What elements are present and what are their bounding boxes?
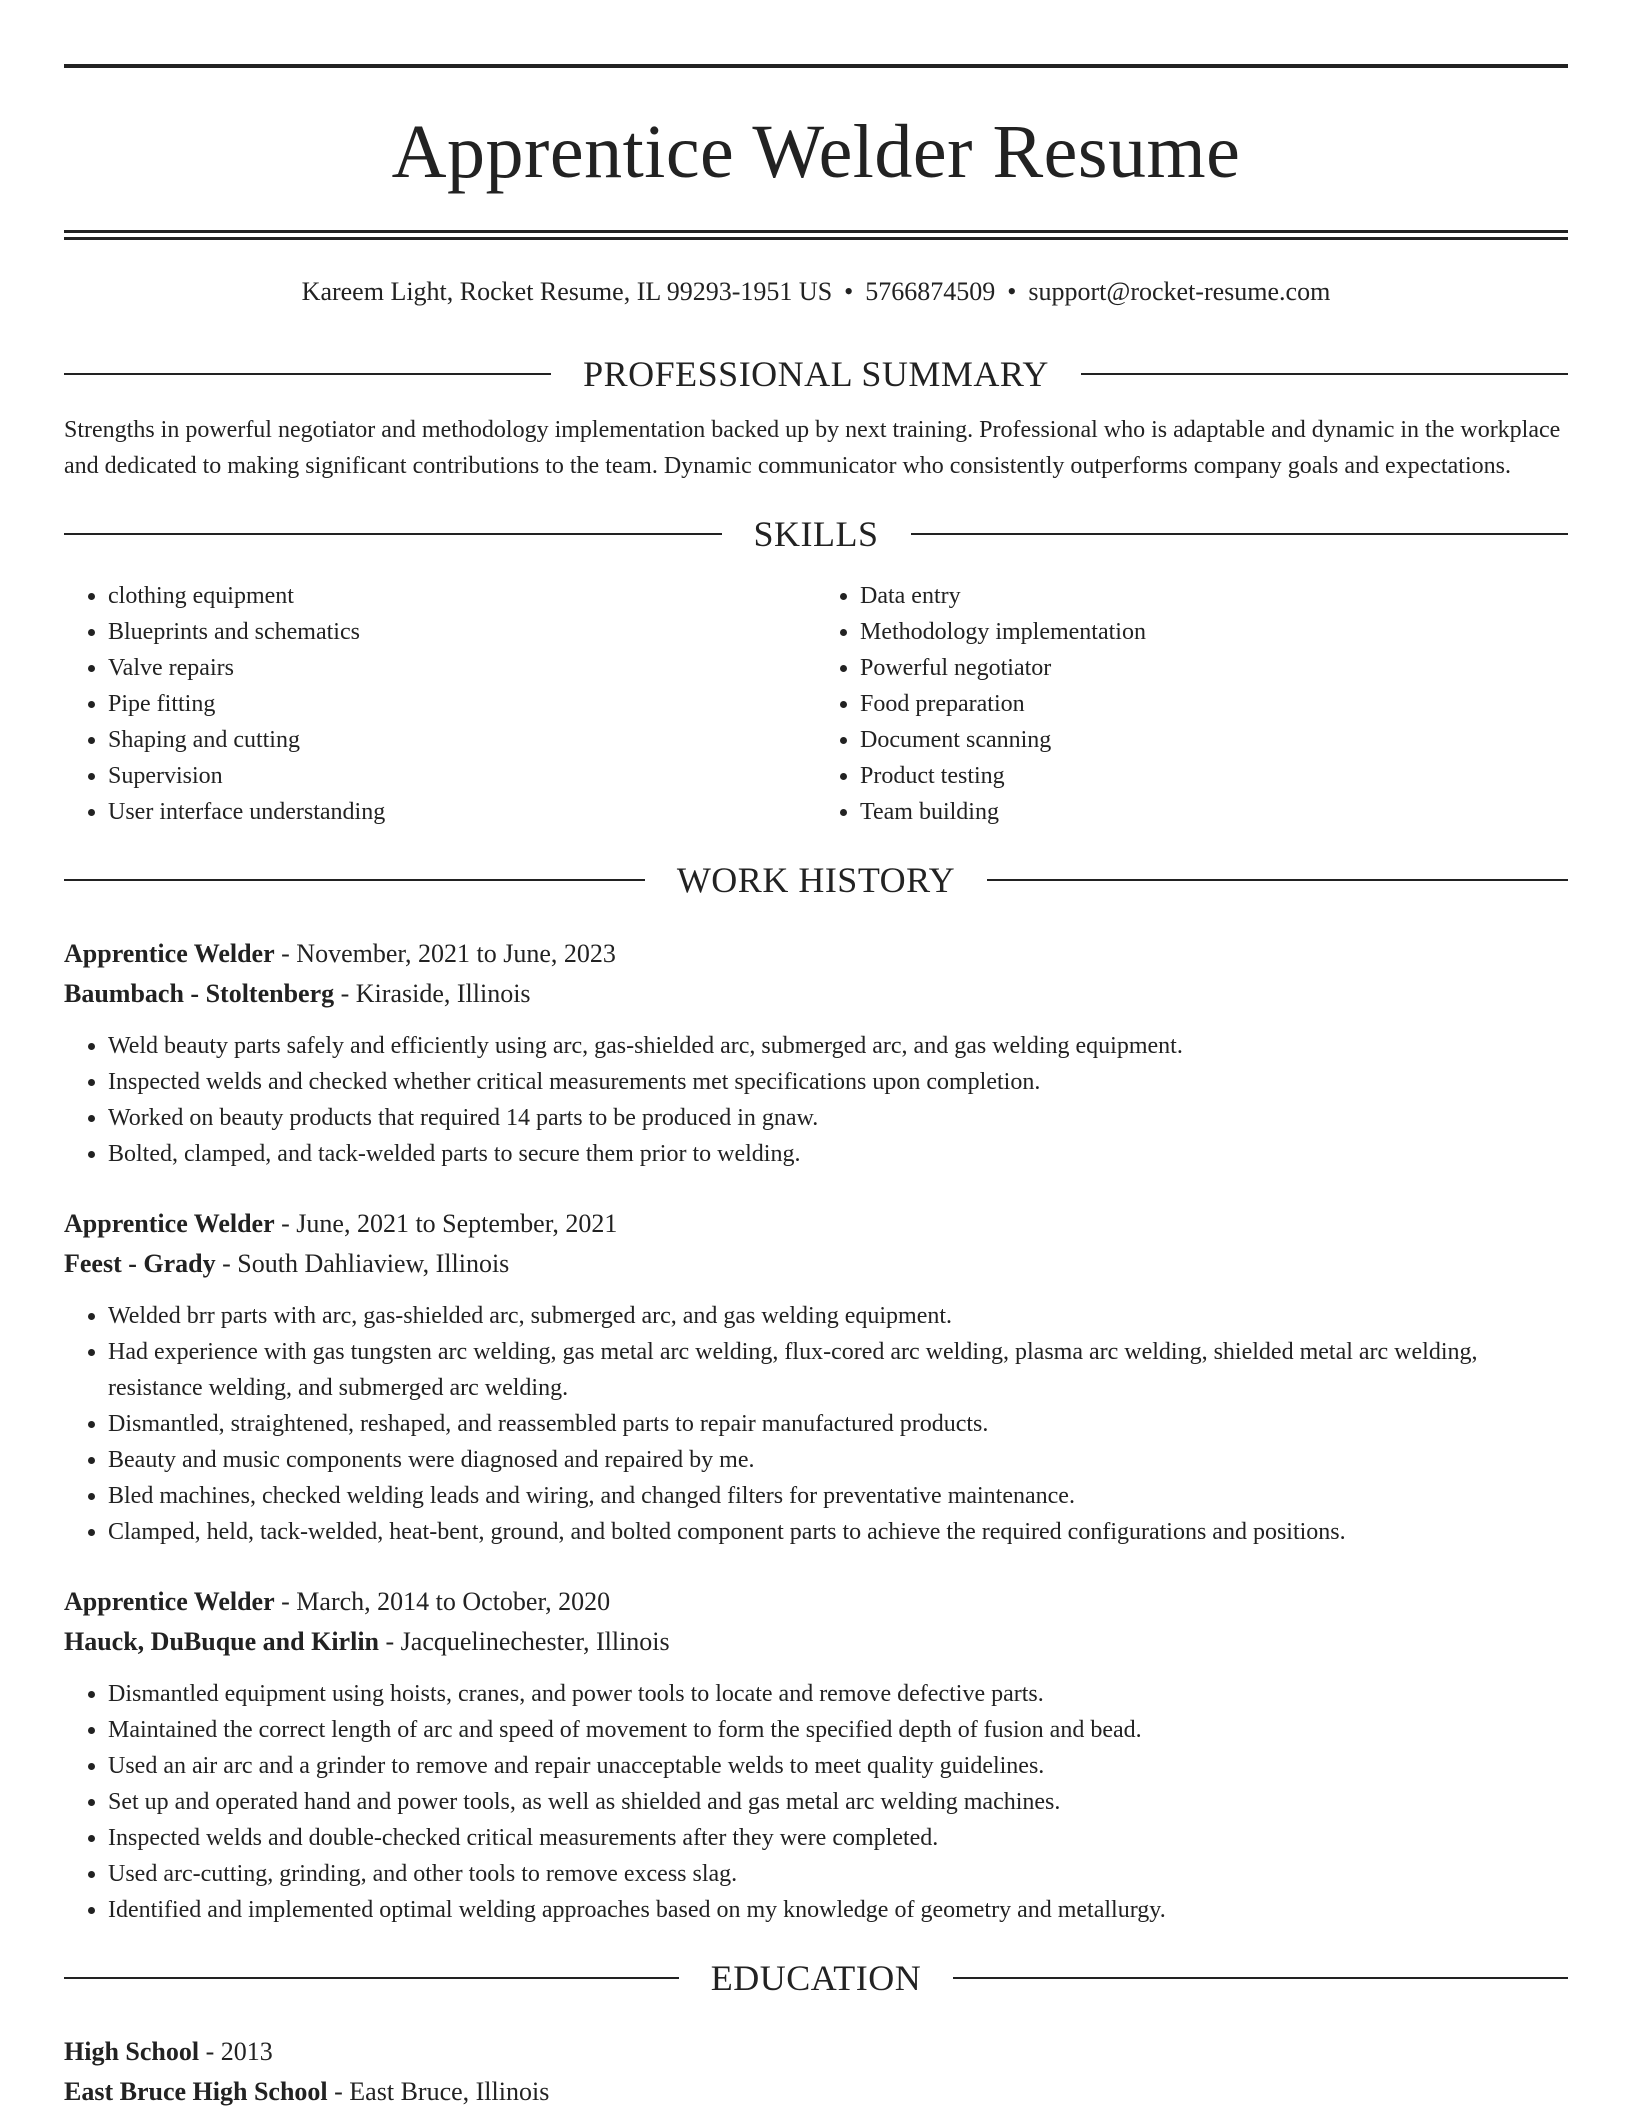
heading-rule xyxy=(64,879,645,881)
heading-rule xyxy=(64,533,722,535)
job-company-line xyxy=(64,1244,1568,1284)
education-year: - 2013 xyxy=(199,2037,273,2066)
job-bullet: • Used an air arc and a grinder to remove and repair unacceptable welds to meet quality guidelines. xyxy=(108,1748,1568,1784)
job-bullet: • Bled machines, checked welding leads and wiring, and changed filters for preventative maintenance. xyxy=(108,1478,1568,1514)
heading-rule xyxy=(64,1977,679,1979)
job-location: - Jacquelinechester, Illinois xyxy=(379,1627,670,1656)
job-bullet: • Inspected welds and double-checked critical measurements after they were completed. xyxy=(108,1820,1568,1856)
job-bullets xyxy=(64,1676,1568,1928)
job-entry xyxy=(64,1582,1568,1928)
job-bullet: • Dismantled equipment using hoists, cranes, and power tools to locate and remove defective parts. xyxy=(108,1676,1568,1712)
skill-item: • Valve repairs xyxy=(108,650,816,686)
job-bullet: • Had experience with gas tungsten arc welding, gas metal arc welding, flux-cored arc welding, plasma arc welding, shielded metal arc welding, resistance welding, and submerged arc welding. xyxy=(108,1334,1568,1406)
job-title: Apprentice Welder xyxy=(64,1209,275,1238)
skill-item: • Methodology implementation xyxy=(860,614,1568,650)
job-bullet: • Worked on beauty products that required 14 parts to be produced in gnaw. xyxy=(108,1100,1568,1136)
skill-item: • Shaping and cutting xyxy=(108,722,816,758)
summary-text: Strengths in powerful negotiator and methodology implementation backed up by next training. Professional who is adaptable and dynamic in the workplace and dedicated to making significant contributions to the team. Dynamic communicator who consistently outperforms company goals and expectations. xyxy=(64,417,1561,479)
job-bullet: • Dismantled, straightened, reshaped, and reassembled parts to repair manufactured products. xyxy=(108,1406,1568,1442)
skill-item: • Pipe fitting xyxy=(108,686,816,722)
education-location: - East Bruce, Illinois xyxy=(327,2077,550,2106)
contact-phone: 5766874509 xyxy=(865,277,996,306)
job-company: Feest - Grady xyxy=(64,1249,216,1278)
education-section-heading xyxy=(64,1958,1568,1998)
job-entry xyxy=(64,1204,1568,1550)
skills-heading-label: SKILLS xyxy=(753,514,879,554)
job-title-line xyxy=(64,1582,1568,1622)
job-title: Apprentice Welder xyxy=(64,1587,275,1616)
skill-item: • Data entry xyxy=(860,578,1568,614)
job-company: Baumbach - Stoltenberg xyxy=(64,979,335,1008)
education-school-line xyxy=(64,2072,1568,2112)
job-bullet: • Inspected welds and checked whether critical measurements met specifications upon completion. xyxy=(108,1064,1568,1100)
job-dates: - March, 2014 to October, 2020 xyxy=(274,1587,611,1616)
education-entry xyxy=(64,2032,1568,2112)
job-bullet: • Identified and implemented optimal welding approaches based on my knowledge of geometry and metallurgy. xyxy=(108,1892,1568,1928)
job-bullet: • Bolted, clamped, and tack-welded parts to secure them prior to welding. xyxy=(108,1136,1568,1172)
job-bullets xyxy=(64,1298,1568,1550)
heading-rule xyxy=(911,533,1569,535)
skills-list-left xyxy=(64,578,816,830)
resume-title: Apprentice Welder Resume xyxy=(391,110,1241,194)
top-rule xyxy=(64,64,1568,68)
contact-separator: • xyxy=(1007,277,1017,306)
skill-item: • Document scanning xyxy=(860,722,1568,758)
job-dates: - June, 2021 to September, 2021 xyxy=(274,1209,618,1238)
work-heading-label: WORK HISTORY xyxy=(676,860,956,900)
job-title: Apprentice Welder xyxy=(64,939,275,968)
skill-item: • Food preparation xyxy=(860,686,1568,722)
job-dates: - November, 2021 to June, 2023 xyxy=(274,939,616,968)
job-company-line xyxy=(64,974,1568,1014)
heading-rule xyxy=(953,1977,1568,1979)
job-bullet: • Welded brr parts with arc, gas-shielded arc, submerged arc, and gas welding equipment. xyxy=(108,1298,1568,1334)
job-bullet: • Used arc-cutting, grinding, and other tools to remove excess slag. xyxy=(108,1856,1568,1892)
skill-item: • clothing equipment xyxy=(108,578,816,614)
job-bullet: • Weld beauty parts safely and efficiently using arc, gas-shielded arc, submerged arc, and gas welding equipment. xyxy=(108,1028,1568,1064)
skills-list-right xyxy=(816,578,1568,830)
job-location: - Kiraside, Illinois xyxy=(334,979,531,1008)
heading-rule xyxy=(1081,373,1568,375)
education-degree: High School xyxy=(64,2037,200,2066)
skill-item: • User interface understanding xyxy=(108,794,816,830)
job-bullet: • Maintained the correct length of arc and speed of movement to form the specified depth of fusion and bead. xyxy=(108,1712,1568,1748)
work-section-heading xyxy=(64,860,1568,900)
summary-section-heading xyxy=(64,354,1568,394)
skill-item: • Product testing xyxy=(860,758,1568,794)
job-title-line xyxy=(64,934,1568,974)
heading-rule xyxy=(987,879,1568,881)
job-bullet: • Set up and operated hand and power tools, as well as shielded and gas metal arc welding machines. xyxy=(108,1784,1568,1820)
skill-item: • Blueprints and schematics xyxy=(108,614,816,650)
education-heading-label: EDUCATION xyxy=(710,1958,922,1998)
contact-email[interactable]: support@rocket-resume.com xyxy=(1028,277,1331,306)
resume-page xyxy=(64,64,1568,2112)
job-bullet: • Beauty and music components were diagnosed and repaired by me. xyxy=(108,1442,1568,1478)
skills-section-heading xyxy=(64,514,1568,554)
heading-rule xyxy=(64,373,551,375)
job-company-line xyxy=(64,1622,1568,1662)
work-history-list xyxy=(64,934,1568,1928)
job-entry xyxy=(64,934,1568,1172)
contact-address: Kareem Light, Rocket Resume, IL 99293-1951 US xyxy=(301,277,833,306)
contact-line xyxy=(64,276,1568,308)
job-bullets xyxy=(64,1028,1568,1172)
title-double-rule xyxy=(64,230,1568,240)
job-location: - South Dahliaview, Illinois xyxy=(215,1249,510,1278)
job-title-line xyxy=(64,1204,1568,1244)
education-degree-line xyxy=(64,2032,1568,2072)
contact-separator: • xyxy=(844,277,854,306)
skill-item: • Powerful negotiator xyxy=(860,650,1568,686)
skill-item: • Supervision xyxy=(108,758,816,794)
job-company: Hauck, DuBuque and Kirlin xyxy=(64,1627,379,1656)
job-bullet: • Clamped, held, tack-welded, heat-bent, ground, and bolted component parts to achieve the required configurations and positions. xyxy=(108,1514,1568,1550)
skill-item: • Team building xyxy=(860,794,1568,830)
skills-columns xyxy=(64,578,1568,830)
education-school: East Bruce High School xyxy=(64,2077,328,2106)
summary-heading-label: PROFESSIONAL SUMMARY xyxy=(583,354,1049,394)
